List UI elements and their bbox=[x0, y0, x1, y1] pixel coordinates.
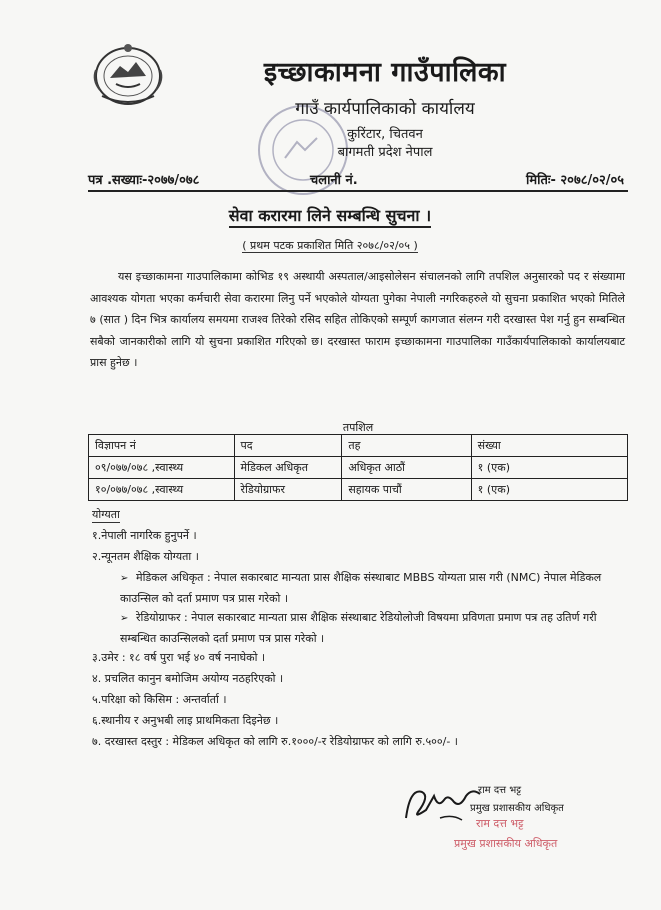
arrow-bullet-icon: ➢ bbox=[120, 573, 129, 584]
qualification-item: ४. प्रचलित कानुन बमोजिम अयोग्य नठहरिएको । bbox=[92, 672, 284, 685]
office-province: बागमती प्रदेश नेपाल bbox=[337, 145, 433, 160]
nepal-emblem-icon bbox=[88, 40, 168, 112]
table-cell: सहायक पाचौं bbox=[342, 479, 471, 501]
qualification-item: २.न्यूनतम शैक्षिक योग्यता । bbox=[92, 550, 199, 563]
table-cell: १ (एक) bbox=[471, 479, 627, 501]
stamp-name: राम दत्त भट्ट bbox=[476, 817, 524, 830]
table-cell: अधिकृत आठौं bbox=[342, 457, 471, 479]
arrow-bullet-icon: ➢ bbox=[120, 613, 129, 624]
table-row bbox=[89, 479, 628, 501]
stamp-title: प्रमुख प्रशासकीय अधिकृत bbox=[454, 837, 558, 850]
reference-line bbox=[88, 168, 628, 192]
org-name: इच्छाकामना गाउँपालिका bbox=[263, 57, 507, 88]
table-caption: तपशिल bbox=[342, 421, 374, 434]
qualification-sub-item: ➢ रेडियोग्राफर : नेपाल सकारबाट मान्यता प्रास शैक्षिक संस्थाबाट रेडियोलोजी विषयमा प्रविणता प्रमाण पत्र तह उतिर्ण गरी सम्बन्धित काउन्सिलको दर्ता प्रमाण पत्र प्रास गरेको । bbox=[120, 611, 597, 645]
qualification-item: ६.स्थानीय र अनुभबी लाइ प्राथमिकता दिइनेछ । bbox=[92, 714, 279, 727]
notice-body: यस इच्छाकामना गाउपालिकामा कोभिड १९ अस्थायी अस्पताल/आइसोलेसन संचालनको लागि तपशिल अनुसारको पद र संख्यामा आवश्यक योगता भएका कर्मचारी सेवा करारमा लिनु पर्ने भएकोले योग्यता पुगेका नेपाली नगरिकहरुले यो सुचना प्रकाशित भएको मितिले ७ (सात ) दिन भित्र कार्यालय समयमा राजश्व तिरेको रसिद सहित तोकिएको सम्पूर्ण कागजात संलग्न गरी दरखास्त पेश गर्नु हुन सम्बन्धित सबैको जानकारीको लागि यो सुचना प्रकाशित गरिएको छ। दरखास्त फाराम इच्छाकामना गाउपालिका गाउँकार्यपालिकाको कार्यालयबाट प्रास हुनेछ । bbox=[90, 270, 625, 369]
office-address: कुरिंटार, चितवन bbox=[347, 127, 423, 142]
table-header-cell: संख्या bbox=[471, 435, 627, 457]
table-header-cell: विज्ञापन नं bbox=[89, 435, 235, 457]
qualifications-heading: योग्यता bbox=[92, 508, 120, 521]
qualification-item: ३.उमेर : १८ वर्ष पुरा भई ४० वर्ष ननाघेको । bbox=[92, 651, 266, 664]
qualification-item: ५.परिक्षा को किसिम : अन्तर्वार्ता । bbox=[92, 693, 227, 706]
qualification-sub-item: ➢ मेडिकल अधिकृत : नेपाल सकारबाट मान्यता प्रास शैक्षिक संस्थाबाट MBBS योग्यता प्रास गरी (NMC) नेपाल मेडिकल काउन्सिल को दर्ता प्रमाण पत्र प्रास गरेको । bbox=[120, 571, 602, 605]
first-published-date: ( प्रथम पटक प्रकाशित मिति २०७८/०२/०५ ) bbox=[242, 239, 418, 252]
table-row bbox=[89, 457, 628, 479]
table-header-cell: तह bbox=[342, 435, 471, 457]
qualification-item: ७. दरखास्त दस्तुर : मेडिकल अधिकृत को लागि रु.१०००/-र रेडियोग्राफर को लागि रु.५००/- । bbox=[92, 735, 458, 748]
table-header-cell: पद bbox=[234, 435, 342, 457]
letter-number: पत्र .सख्याः-२०७७/०७८ bbox=[88, 173, 200, 188]
dispatch-number: चलानी नं. bbox=[310, 173, 358, 188]
table-cell: १०/०७७/०७८ ,स्वास्थ्य bbox=[89, 479, 235, 501]
office-name: गाउँ कार्यपालिकाको कार्यालय bbox=[295, 99, 475, 119]
table-cell: मेडिकल अधिकृत bbox=[234, 457, 342, 479]
signatory-name: राम दत्त भट्ट bbox=[478, 785, 522, 796]
signatory-title: प्रमुख प्रशासकीय अधिकृत bbox=[470, 803, 564, 814]
vacancy-table bbox=[88, 434, 628, 501]
notice-title: सेवा करारमा लिने सम्बन्धि सुचना । bbox=[100, 204, 560, 226]
table-cell: ०९/०७७/०७८ ,स्वास्थ्य bbox=[89, 457, 235, 479]
table-cell: १ (एक) bbox=[471, 457, 627, 479]
table-header-row bbox=[89, 435, 628, 457]
qualification-item: १.नेपाली नागरिक हुनुपर्ने । bbox=[92, 529, 197, 542]
letter-date: मितिः- २०७८/०२/०५ bbox=[525, 173, 624, 188]
table-cell: रेडियोग्राफर bbox=[234, 479, 342, 501]
